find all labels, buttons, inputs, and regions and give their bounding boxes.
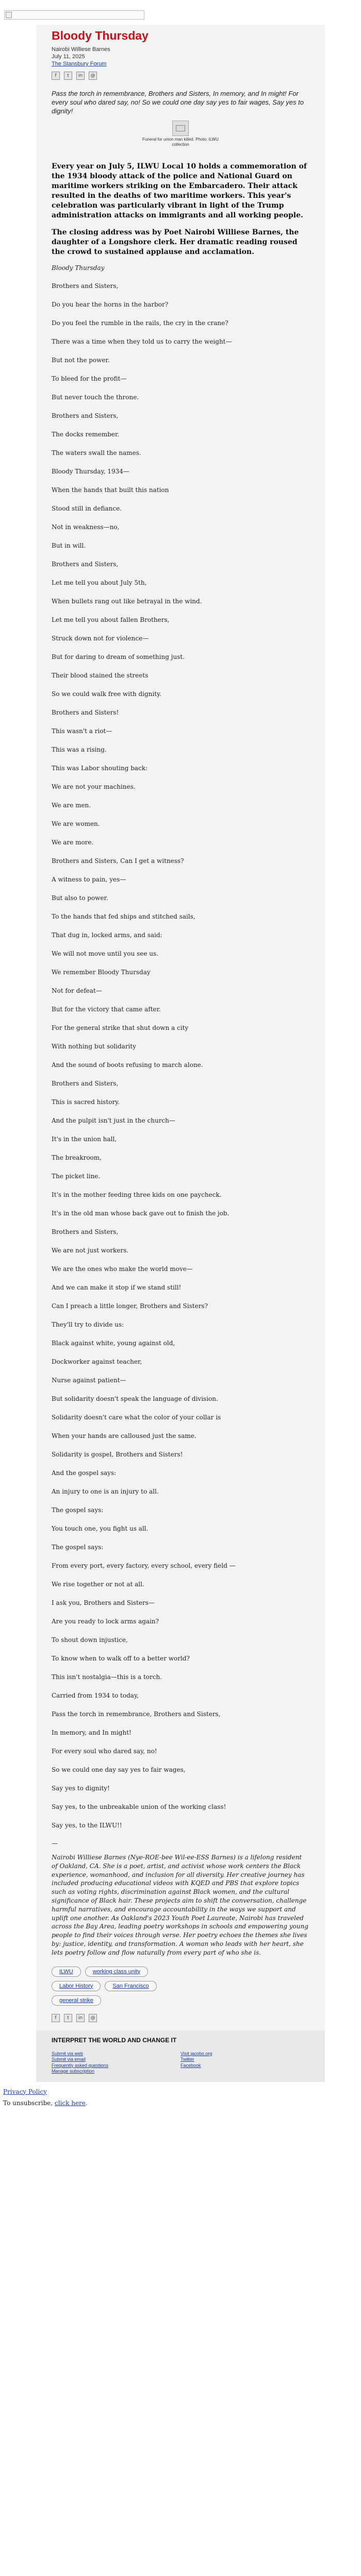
poem-line: We are not just workers. [52, 1247, 129, 1254]
poem-line: So we could one day say yes to fair wages, [52, 1766, 186, 1773]
poem-line: We are men. [52, 802, 91, 809]
submit-web-link[interactable]: Submit via web [52, 2050, 84, 2056]
poem-line: When the hands that built this nation [52, 486, 169, 494]
poem-line: Are you ready to lock arms again? [52, 1618, 159, 1625]
intro-quote: Pass the torch in remembrance, Brothers and Sisters, In memory, and In might! For every soul who dared say, no! So we could one day say yes to fair wages, Say yes to dignity! [52, 90, 304, 115]
author-bio: Nairobi Williese Barnes (Nye-ROE-bee Wil-ee-ESS Barnes) is a lifelong resident of Oakland, CA. She is a poet, artist, and activist whose work centers the Black experience, womanhood, and inclusion for all diversity. Her creative journey has included producing educational videos with KQED and PBS that explore topics such as voting rights, discrimination against Black women, and the cultural significance of Black hair. These projects aim to shift the conversation, challenge harmful narratives, and encourage accountability in the ways we support and uplift one another. As Oakland's 2023 Youth Poet Laureate, Nairobi has traveled across the Bay Area, leading poetry workshops in schools and empowering young people to find their voices through verse. Her poetry echoes the themes she lives by: justice, identity, and transformation. A woman who leads with her heart, she lets poetry follow and flow naturally from every part of who she is. [52, 1854, 308, 1956]
poem-line: But not the power. [52, 357, 110, 364]
poem-line: But never touch the throne. [52, 394, 139, 401]
poem-line: The gospel says: [52, 1544, 104, 1551]
poem-line: And the sound of boots refusing to march alone. [52, 1061, 203, 1069]
poem-line: From every port, every factory, every school, every field — [52, 1562, 236, 1569]
bottom-legal [0, 2082, 361, 2111]
twitter-icon[interactable]: t [64, 2014, 72, 2022]
poem-line: I ask you, Brothers and Sisters— [52, 1599, 155, 1606]
poem-line: It's in the union hall, [52, 1136, 117, 1143]
poem-line: It's in the old man whose back gave out to finish the job. [52, 1210, 229, 1217]
poem-line: And the gospel says: [52, 1469, 117, 1477]
poem-line: Struck down not for violence— [52, 635, 149, 642]
header-logo-image [4, 10, 144, 20]
poem-line: But solidarity doesn't speak the language of division. [52, 1395, 218, 1402]
poem-line: Nurse against patient— [52, 1377, 126, 1384]
poem-line: This was Labor shouting back: [52, 765, 148, 772]
poem-line: A witness to pain, yes— [52, 876, 126, 883]
poem-line: You touch one, you fight us all. [52, 1525, 149, 1532]
poem-line: The breakroom, [52, 1154, 102, 1161]
article-title[interactable]: Bloody Thursday [52, 29, 149, 42]
poem-line: And we can make it stop if we stand still! [52, 1284, 182, 1291]
submit-email-link[interactable]: Submit via email [52, 2057, 86, 2062]
poem-line: To shout down injustice, [52, 1636, 128, 1643]
site-link[interactable]: The Stansbury Forum [52, 61, 107, 67]
poem-title: Bloody Thursday [52, 264, 105, 272]
poem-line: It's in the mother feeding three kids on one paycheck. [52, 1191, 222, 1198]
poem-line: Brothers and Sisters, [52, 1080, 119, 1087]
poem-line: Say yes to dignity! [52, 1785, 110, 1792]
poem-line: In memory, and In might! [52, 1729, 132, 1736]
poem-line: That dug in, locked arms, and said: [52, 931, 162, 939]
tag-list [52, 1965, 309, 2009]
poem-line: When your hands are calloused just the same. [52, 1432, 196, 1439]
poem-line: Not for defeat— [52, 987, 102, 994]
footer-links [52, 2051, 309, 2075]
footer-heading: INTERPRET THE WORLD AND CHANGE IT [52, 2036, 177, 2044]
poem-line: This is sacred history. [52, 1098, 120, 1106]
linkedin-icon[interactable]: in [76, 72, 85, 80]
poem-line: We are more. [52, 839, 94, 846]
poem-line: This was a rising. [52, 746, 107, 753]
privacy-policy-link[interactable]: Privacy Policy [3, 2088, 47, 2095]
poem-line: Their blood stained the streets [52, 672, 149, 679]
poem-line: Solidarity is gospel, Brothers and Sisters! [52, 1451, 183, 1458]
unsubscribe-text: To unsubscribe, click here. [3, 2099, 88, 2107]
bio-separator: — [52, 1840, 58, 1847]
poem-line: Solidarity doesn't care what the color of your collar is [52, 1414, 221, 1421]
tag-labor-history[interactable]: Labor History [52, 1981, 101, 1991]
poem-line: We are the ones who make the world move— [52, 1265, 193, 1273]
manage-subscription-link[interactable]: Manage subscription [52, 2069, 95, 2074]
photo-image [172, 121, 189, 136]
poem-line: Let me tell you about July 5th, [52, 579, 147, 586]
poem-line: Let me tell you about fallen Brothers, [52, 616, 170, 623]
poem-line: Stood still in defiance. [52, 505, 122, 512]
poem-line: With nothing but solidarity [52, 1043, 137, 1050]
tag-working-class-unity[interactable]: working class unity [85, 1967, 148, 1977]
poem-line: This isn't nostalgia—this is a torch. [52, 1673, 162, 1681]
article-meta [52, 46, 309, 67]
poem-line: Brothers and Sisters, [52, 282, 119, 290]
poem-line: But for daring to dream of something just. [52, 653, 185, 660]
visit-site-link[interactable]: Visit jacobo.org [180, 2050, 212, 2056]
unsubscribe-link[interactable]: click here [55, 2099, 86, 2107]
poem-line: We are not your machines. [52, 783, 136, 790]
poem-line: An injury to one is an injury to all. [52, 1488, 159, 1495]
poem-line: Brothers and Sisters, [52, 1228, 119, 1235]
twitter-icon[interactable]: t [64, 72, 72, 80]
poem-line: They'll try to divide us: [52, 1321, 124, 1328]
poem-line: Say yes, to the unbreakable union of the working class! [52, 1803, 226, 1810]
lead-paragraph-2: The closing address was by Poet Nairobi Williese Barnes, the daughter of a Longshore clerk. Her dramatic reading roused the crowd to sustained applause and acclamation. [52, 228, 299, 256]
poem-line: The picket line. [52, 1173, 101, 1180]
poem-line: And the pulpit isn't just in the church— [52, 1117, 175, 1124]
poem-line: Say yes, to the ILWU!! [52, 1822, 122, 1829]
facebook-icon[interactable]: f [52, 2014, 60, 2022]
poem-line: Brothers and Sisters, [52, 412, 119, 419]
poem-line: We remember Bloody Thursday [52, 969, 151, 976]
share-row-bottom [52, 2014, 309, 2022]
facebook-icon[interactable]: f [52, 72, 60, 80]
poem-line: Pass the torch in remembrance, Brothers and Sisters, [52, 1710, 221, 1718]
poem-line: Dockworker against teacher, [52, 1358, 142, 1365]
poem-line: But also to power. [52, 894, 108, 902]
poem-line: To bleed for the profit— [52, 375, 127, 382]
poem-line: The waters swall the names. [52, 449, 141, 456]
poem-line: The gospel says: [52, 1506, 104, 1514]
poem-line: Bloody Thursday, 1934— [52, 468, 129, 475]
footer-card [36, 2030, 325, 2082]
tag-ilwu[interactable]: ILWU [52, 1967, 81, 1977]
tag-general-strike[interactable]: general strike [52, 1995, 101, 2006]
poem-line: There was a time when they told us to carry the weight— [52, 338, 232, 345]
twitter-link[interactable]: Twitter [180, 2057, 194, 2062]
linkedin-icon[interactable]: in [76, 2014, 85, 2022]
poem-line: Can I preach a little longer, Brothers and Sisters? [52, 1302, 208, 1310]
poem-line: This wasn't a riot— [52, 727, 112, 735]
poem-body [52, 282, 309, 1829]
photo-caption: Funeral for union man killed. Photo: ILWU collection [142, 137, 219, 147]
facebook-link[interactable]: Facebook [180, 2062, 201, 2068]
poem-line: To know when to walk off to a better world? [52, 1655, 190, 1662]
poem-line: Brothers and Sisters! [52, 709, 119, 716]
poem-line: We will not move until you see us. [52, 950, 158, 957]
article-card [36, 25, 325, 2030]
poem-line: Do you feel the rumble in the rails, the cry in the crane? [52, 319, 228, 327]
poem-line: Brothers and Sisters, Can I get a witness? [52, 857, 184, 865]
poem-line: Do you hear the horns in the harbor? [52, 301, 169, 308]
poem-line: Carried from 1934 to today, [52, 1692, 139, 1699]
author-name: Nairobi Williese Barnes [52, 46, 110, 53]
lead-paragraph-1: Every year on July 5, ILWU Local 10 holds a commemoration of the 1934 bloody attack of the police and National Guard on maritime workers striking on the Embarcadero. Their attack resulted in the deaths of two maritime workers. This year's celebration was particularly vibrant in light of the Trump administration attacks on immigrants and all working people. [52, 162, 307, 219]
email-icon[interactable]: @ [89, 72, 97, 80]
email-icon[interactable]: @ [89, 2014, 97, 2022]
tag-san-francisco[interactable]: San Francisco [105, 1981, 156, 1991]
poem-line: So we could walk free with dignity. [52, 690, 162, 698]
poem-line: The docks remember. [52, 431, 120, 438]
poem-line: To the hands that fed ships and stitched sails, [52, 913, 195, 920]
poem-line: But for the victory that came after. [52, 1006, 161, 1013]
poem-line: Black against white, young against old, [52, 1340, 175, 1347]
poem-line: For the general strike that shut down a city [52, 1024, 189, 1031]
publish-date: July 11, 2025 [52, 54, 85, 60]
poem-line: We are women. [52, 820, 100, 827]
poem-line: Brothers and Sisters, [52, 561, 119, 568]
faq-link[interactable]: Frequently asked questions [52, 2062, 109, 2068]
poem-line: Not in weakness—no, [52, 523, 120, 531]
poem-line: But in will. [52, 542, 86, 549]
poem-line: We rise together or not at all. [52, 1581, 144, 1588]
poem-line: When bullets rang out like betrayal in the wind. [52, 598, 202, 605]
poem-line: For every soul who dared say, no! [52, 1748, 157, 1755]
share-row-top [52, 72, 309, 80]
